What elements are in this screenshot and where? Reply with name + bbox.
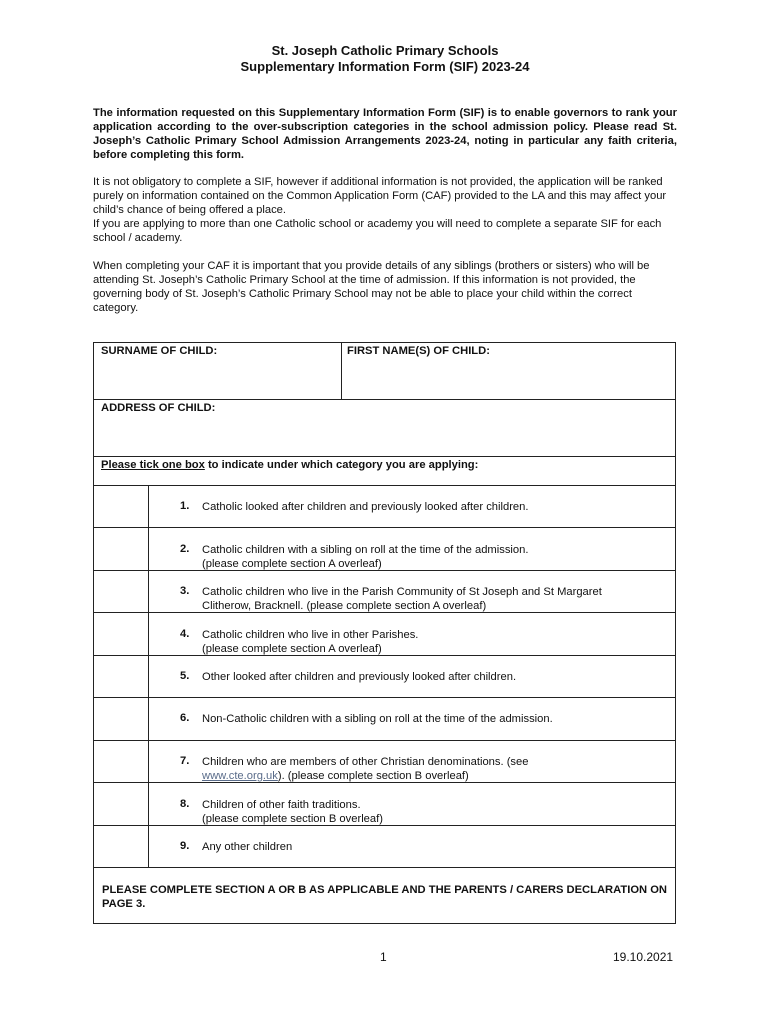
category-number: 3. bbox=[180, 585, 190, 597]
document-subtitle: Supplementary Information Form (SIF) 2023-24 bbox=[240, 59, 530, 74]
surname-label: SURNAME OF CHILD: bbox=[101, 345, 218, 357]
tick-box-category-1[interactable] bbox=[95, 486, 147, 527]
sif-form-table bbox=[93, 342, 676, 924]
row-divider bbox=[94, 825, 675, 826]
category-5-text bbox=[202, 670, 516, 684]
page-number: 1 bbox=[380, 950, 387, 964]
document-date: 19.10.2021 bbox=[613, 950, 674, 964]
category-note bbox=[202, 769, 528, 783]
surname-field[interactable] bbox=[95, 357, 339, 399]
row-divider bbox=[94, 485, 675, 486]
category-line: Non-Catholic children with a sibling on roll at the time of the admission. bbox=[202, 713, 553, 725]
row-divider bbox=[94, 697, 675, 698]
intro-paragraph: The information requested on this Supplementary Information Form (SIF) is to enable governors to rank your application according to the over-subscription categories in the school admission policy. Please read St. Joseph’s Catholic Primary School Admission Arrangements 2023-24, noting in particular any faith criteria, before completing this form. bbox=[93, 107, 677, 161]
category-line: Children of other faith traditions. bbox=[202, 799, 361, 811]
closing-instruction: PLEASE COMPLETE SECTION A OR B AS APPLICABLE AND THE PARENTS / CARERS DECLARATION ON PAGE 3. bbox=[102, 884, 667, 910]
firstname-field[interactable] bbox=[343, 357, 675, 399]
tick-box-category-3[interactable] bbox=[95, 571, 147, 612]
category-line: Catholic looked after children and previously looked after children. bbox=[202, 501, 529, 513]
obligation-text: It is not obligatory to complete a SIF, however if additional information is not provided, the application will be ranked purely on information contained on the Common Application Form (CAF) provided to the LA and this may affect your child’s chance of being offered a place. bbox=[93, 176, 667, 216]
category-2-text bbox=[202, 543, 528, 571]
row-divider bbox=[94, 456, 675, 457]
category-note: (please complete section B overleaf) bbox=[202, 813, 383, 825]
tick-box-category-9[interactable] bbox=[95, 826, 147, 867]
category-note: Clitherow, Bracknell. (please complete section A overleaf) bbox=[202, 600, 487, 612]
tick-box-category-2[interactable] bbox=[95, 528, 147, 569]
category-note-text: ). (please complete section B overleaf) bbox=[277, 770, 469, 782]
category-note: (please complete section A overleaf) bbox=[202, 643, 382, 655]
category-number: 4. bbox=[180, 628, 190, 640]
category-3-text bbox=[202, 585, 602, 613]
tick-box-category-7[interactable] bbox=[95, 741, 147, 782]
category-note: (please complete section A overleaf) bbox=[202, 558, 382, 570]
tick-box-category-5[interactable] bbox=[95, 656, 147, 697]
tick-column-divider bbox=[148, 485, 149, 868]
address-label: ADDRESS OF CHILD: bbox=[101, 402, 216, 414]
category-8-text bbox=[202, 798, 383, 826]
row-divider bbox=[94, 570, 675, 571]
category-line: Catholic children who live in the Parish Community of St Joseph and St Margaret bbox=[202, 586, 602, 598]
tick-box-category-8[interactable] bbox=[95, 783, 147, 824]
row-divider bbox=[94, 867, 675, 868]
category-number: 5. bbox=[180, 670, 190, 682]
siblings-paragraph: When completing your CAF it is important that you provide details of any siblings (brothers or sisters) who will be attending St. Joseph’s Catholic Primary School at the time of admission. If this information is not provided, the governing body of St. Joseph’s Catholic Primary School may not be able to place your child within the correct category. bbox=[93, 260, 650, 314]
tick-box-category-6[interactable] bbox=[95, 698, 147, 739]
cte-website-link[interactable]: www.cte.org.uk bbox=[202, 770, 278, 782]
category-6-text bbox=[202, 712, 553, 726]
tick-box-category-4[interactable] bbox=[95, 613, 147, 654]
document-title: St. Joseph Catholic Primary Schools bbox=[271, 43, 499, 58]
firstname-label: FIRST NAME(S) OF CHILD: bbox=[347, 345, 490, 357]
category-number: 2. bbox=[180, 543, 190, 555]
category-number: 8. bbox=[180, 798, 190, 810]
category-line: Catholic children with a sibling on roll at the time of the admission. bbox=[202, 544, 529, 556]
row-divider bbox=[94, 782, 675, 783]
category-4-text bbox=[202, 628, 418, 656]
category-number: 9. bbox=[180, 840, 190, 852]
tick-instruction-text: to indicate under which category you are applying: bbox=[204, 459, 479, 471]
category-number: 6. bbox=[180, 712, 190, 724]
tick-instruction-emphasis: Please tick one box bbox=[101, 459, 205, 471]
category-1-text bbox=[202, 500, 529, 514]
row-divider bbox=[94, 612, 675, 613]
category-9-text bbox=[202, 840, 292, 854]
multiple-applications-text: If you are applying to more than one Catholic school or academy you will need to complete a separate SIF for each school / academy. bbox=[93, 218, 662, 244]
category-number: 1. bbox=[180, 500, 190, 512]
obligation-paragraph bbox=[93, 175, 677, 245]
name-divider bbox=[341, 343, 342, 400]
row-divider bbox=[94, 655, 675, 656]
category-7-text bbox=[202, 755, 528, 783]
category-line: Catholic children who live in other Parishes. bbox=[202, 629, 419, 641]
row-divider bbox=[94, 740, 675, 741]
tick-instruction bbox=[101, 459, 478, 471]
category-line: Children who are members of other Christian denominations. (see bbox=[202, 756, 529, 768]
category-line: Any other children bbox=[202, 841, 293, 853]
row-divider bbox=[94, 527, 675, 528]
address-field[interactable] bbox=[95, 415, 675, 455]
category-number: 7. bbox=[180, 755, 190, 767]
row-divider bbox=[94, 399, 675, 400]
category-line: Other looked after children and previously looked after children. bbox=[202, 671, 517, 683]
